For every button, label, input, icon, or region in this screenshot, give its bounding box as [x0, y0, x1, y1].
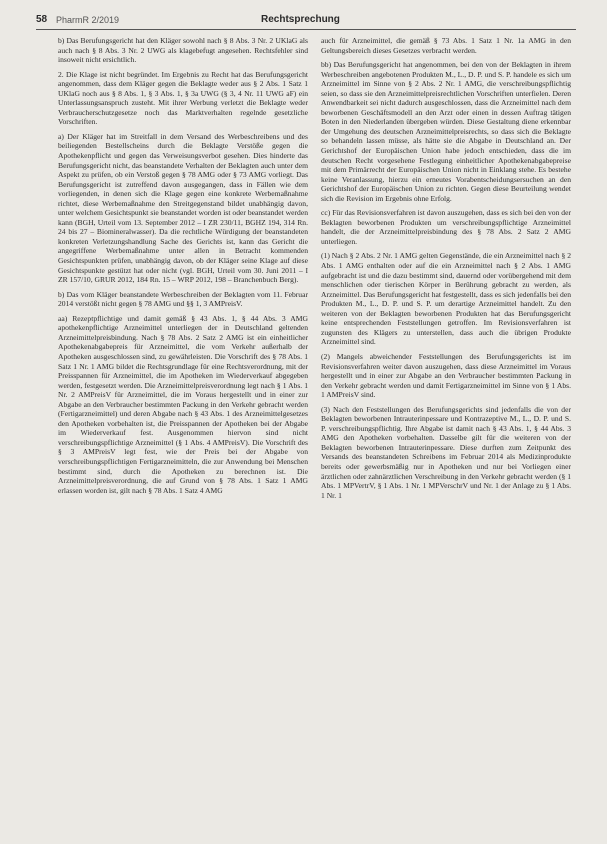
- left-column: [58, 36, 308, 500]
- paragraph: 2. Die Klage ist nicht begründet. Im Ergebnis zu Recht hat das Berufungsgericht angenommen, dass dem Kläger gegen die Beklagte weder aus § 2 Abs. 1 Satz 1 UKlaG noch aus § 8 Abs. 1, § 3 Abs. 1, § 3a UWG (§ 3, 4 Nr. 11 UWG aF) ein Unterlassungsanspruch zusteht. Mit ihrer Werbung verletzt die Beklagte weder Verbraucherschutzgesetze noch das Marktverhalten regelnde gesetzliche Vorschriften.: [58, 69, 308, 127]
- paragraph: (3) Nach den Feststellungen des Berufungsgerichts sind jedenfalls die von der Beklagten beworbenen Intrauterinpessare und Kontrazeptive M., L., D. P. und S. P. verschreibungspflichtig. Ihre Abgabe ist damit nach § 43 Abs. 1, § 44 Abs. 3 AMG den Apotheken vorbehalten. Dasselbe gilt für die weiteren von der Beklagten beworbenen Intrauterinpessare. Diese durften zum Zeitpunkt des Versands des beanstandeten Schreibens im Februar 2014 als Medizinprodukte bereits oder gewerbsmäßig nur in Apotheken und nur bei Vorliegen einer ärztlichen oder zahnärztlichen Verschreibung in den Verkehr gebracht werden (§ 1 Abs. 1 MPVertrV, § 1 Abs. 1 Nr. 1 MPVerschrV und Nr. 1 der Anlage zu § 1 Abs. 1 Nr. 1: [321, 404, 571, 500]
- right-column: [321, 36, 571, 505]
- paragraph: cc) Für das Revisionsverfahren ist davon auszugehen, dass es sich bei den von der Beklagten beworbenen Produkten um verschreibungspflichtige Arzneimittel handelt, die der Arzneimittelpreisbindung des § 78 Abs. 2 Satz 2 AMG unterliegen.: [321, 208, 571, 246]
- paragraph: aa) Rezeptpflichtige und damit gemäß § 43 Abs. 1, § 44 Abs. 3 AMG apothekenpflichtige Arzneimittel unterliegen der in Deutschland geltenden Arzneimittelpreisbindung. Nach § 78 Abs. 2 Satz 2 AMG ist ein einheitlicher Apothekenabgabepreis für Arzneimittel, die vom Verkehr außerhalb der Apotheken ausgeschlossen sind, zu gewährleisten. Die Vorschrift des § 78 Abs. 1 Satz 1 Nr. 1 AMG bildet die Rechtsgrundlage für eine Rechtsverordnung, mit der Preisspannen für Arzneimittel, die im Apotheken im Wiederverkauf abgegeben werden, festgesetzt werden. Die Arzneimittelpreisverordnung legt nach § 1 Abs. 1 Nr. 2 AMPreisV für Arzneimittel, die im Voraus hergestellt und in einer zur Abgabe an den Verbraucher bestimmten Packung in den Verkehr gebracht werden (Fertigarzneimittel) und deren Abgabe nach § 43 Abs. 1 des Arzneimittelgesetzes den Apotheken vorbehalten ist, die Preisspannen der Apotheken bei der Abgabe im Wiederverkauf fest. Ausgenommen hiervon sind nicht verschreibungspflichtige Arzneimittel (§ 1 Abs. 4 AMPreisV). Die Vorschrift des § 3 AMPreisV legt fest, wie der Preis bei der Abgabe von verschreibungspflichtigen Fertigarzneimitteln, die zur Anwendung bei Menschen bestimmt sind, durch die Apotheken zu berechnen ist. Die Arzneimittelpreisverordnung, die auf Grund von § 78 Abs. 1 Satz 1 AMG erlassen worden ist, gilt nach § 78 Abs. 1 Satz 4 AMG: [58, 313, 308, 495]
- paragraph: bb) Das Berufungsgericht hat angenommen, bei den von der Beklagten in ihrem Werbeschreiben angebotenen Produkten M., L., D. P. und S. P. handele es sich um Arzneimittel im Sinne von § 2 Abs. 2 Nr. 1 AMG, die verschreibungspflichtig seien, so dass sie den Arzneimittelpreisrechtlichen Vorschriften unterfielen. Deren Anwendbarkeit sei nicht dadurch ausgeschlossen, dass die Arzneimittel nach dem beworbenen Geschäftsmodell an den Arzt oder einen in dessen Auftrag tätigen Boten in den Niederlanden übergeben würden. Diese Gestaltung diene erkennbar der Umgehung des deutschen Arzneimittelpreisrechts, so dass sich die Beklagte so behandeln lassen müsse, als hätte sie die Abgabe in Deutschland an. Der Gerichtshof der Europäischen Union habe jedoch entschieden, dass die im deutschen Recht vorgesehene Festlegung einheitlicher Apothekenabgabepreise mit dem Primärrecht der Europäischen Union nicht in Einklang stehe. Es bestehe keine Veranlassung, hierzu ein erneutes Vorabentscheidungsersuchen an den Gerichtshof der Europäischen Union zu richten. Gegen diese Beurteilung wendet sich die Revision im Ergebnis ohne Erfolg.: [321, 60, 571, 203]
- paragraph: b) Das Berufungsgericht hat den Kläger sowohl nach § 8 Abs. 3 Nr. 2 UKlaG als auch nach § 8 Abs. 3 Nr. 2 UWG als klagebefugt angesehen. Rechtsfehler sind insoweit nicht ersichtlich.: [58, 36, 308, 65]
- page-number: 58: [36, 14, 48, 25]
- section-title: Rechtsprechung: [261, 14, 340, 25]
- paragraph: a) Der Kläger hat im Streitfall in dem Versand des Werbeschreibens und des beiliegenden Bestellscheins durch die Beklagte Verstöße gegen die Apothekenpflicht und gegen das Verweisungsverbot gesehen. Dies hinderte das Berufungsgericht nicht, das beanstandete Verhalten der Beklagten auch unter dem Aspekt zu prüfen, ob ein Verstoß gegen § 78 AMG oder § 73 AMG vorliegt. Das Berufungsgericht ist zutreffend davon ausgegangen, dass in Fällen wie dem vorliegenden, in denen sich die Klage gegen eine konkrete Werbemaßnahme richtet, diese Werbemaßnahme den Streitgegenstand bildet unabhängig davon, unter welchem Gesichtspunkt sie beanstandet worden ist oder beanstandet werden kann (BGH, Urteil vom 13. September 2012 – I ZR 230/11, BGHZ 194, 314 Rn. 24 bis 27 – Biomineralwasser). Da die rechtliche Würdigung der beanstandeten konkreten Verletzungshandlung Sache des Gerichts ist, kann das Gericht die angegriffene Werbemaßnahme unter allen in Betracht kommenden Gesichtspunkten prüfen, unabhängig davon, ob der Kläger seine Klage auf diese Gesichtspunkte gestützt hat oder nicht (vgl. BGH, Urteil vom 30. Juni 2011 – I ZR 157/10, GRUR 2012, 184 Rn. 15 – WRP 2012, 198 – Branchenbuch Berg).: [58, 131, 308, 285]
- paragraph: b) Das vom Kläger beanstandete Werbeschreiben der Beklagten vom 11. Februar 2014 verstößt nicht gegen § 78 AMG und §§ 1, 3 AMPreisV.: [58, 289, 308, 309]
- page-header: [36, 14, 576, 34]
- paragraph: auch für Arzneimittel, die gemäß § 73 Abs. 1 Satz 1 Nr. 1a AMG in den Geltungsbereich dieses Gesetzes verbracht werden.: [321, 36, 571, 55]
- header-rule: [36, 29, 576, 30]
- paragraph: (2) Mangels abweichender Feststellungen des Berufungsgerichts ist im Revisionsverfahren weiter davon auszugehen, dass diese Arzneimittel im Voraus hergestellt und in einer zur Abgabe an den Verbraucher bestimmten Packung in den Verkehr gebracht werden und damit Fertigarzneimittel im Sinne von § 1 Abs. 1 AMPreisV sind.: [321, 351, 571, 400]
- journal-name: PharmR 2/2019: [56, 15, 120, 25]
- paragraph: (1) Nach § 2 Abs. 2 Nr. 1 AMG gelten Gegenstände, die ein Arzneimittel nach § 2 Abs. 1 AMG enthalten oder auf die ein Arzneimittel nach § 2 Abs. 1 AMG aufgebracht ist und die dazu bestimmt sind, dauernd oder vorübergehend mit dem menschlichen oder tierischen Körper in Berührung gebracht zu werden, als Arzneimittel. Das Berufungsgericht hat festgestellt, dass es sich jedenfalls bei den Produkten M., L., D. P. und S. P. um derartige Arzneimittel handelt. Zu den weiteren von der Beklagten beworbenen Produkten hat das Berufungsgericht keine entsprechenden Feststellungen getroffen. Im Revisionsverfahren ist zugunsten des Klägers zu unterstellen, dass auch die übrigen Produkte Arzneimittel sind.: [321, 251, 571, 347]
